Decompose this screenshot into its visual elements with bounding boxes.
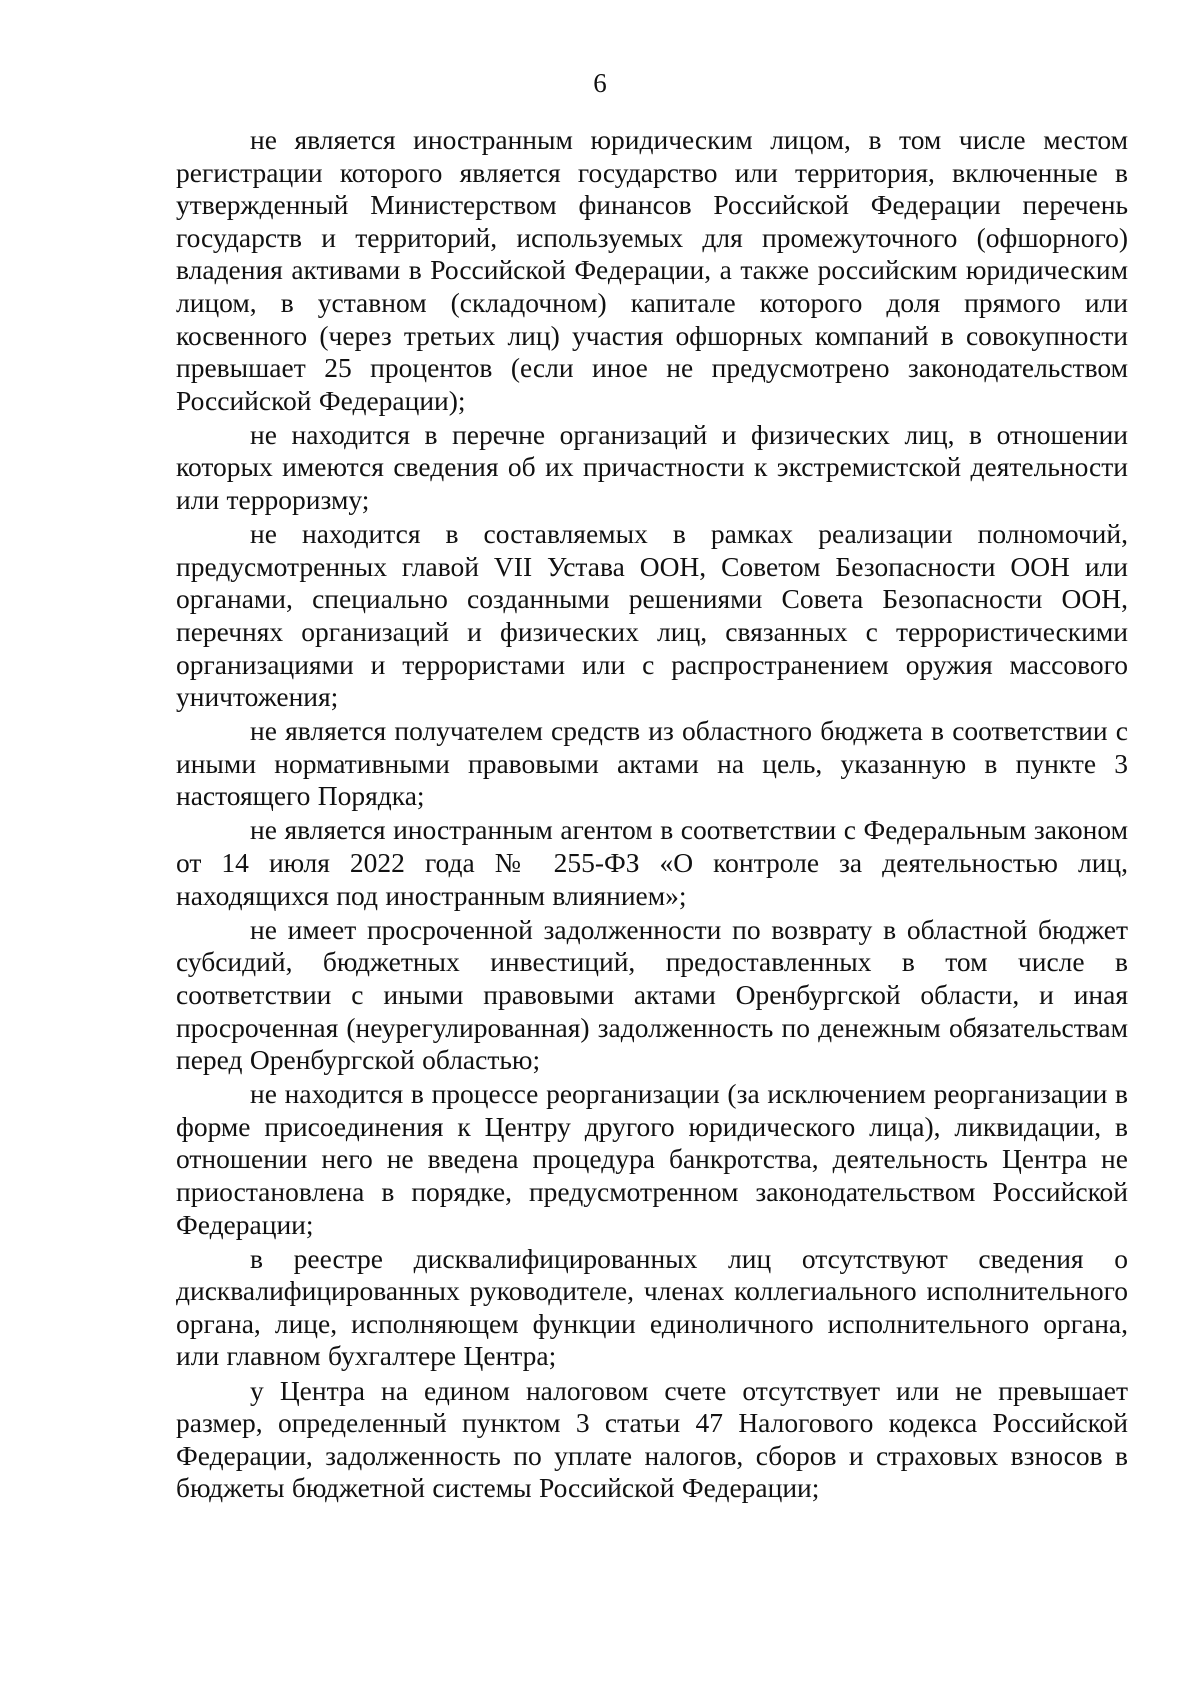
paragraph-foreign-agent: не является иностранным агентом в соответствии с Федеральным законом от 14 июля 2022 года № 255-ФЗ «О контроле за деятельностью лиц, находящихся под иностранным влиянием»; [176, 814, 1128, 911]
paragraph-reorganization: не находится в процессе реорганизации (за исключением реорганизации в форме присоединения к Центру другого юридического лица), ликвидации, в отношении него не введена процедура банкротства, деятельность Центра не приостановлена в порядке, предусмотренном законодательством Российской Федерации; [176, 1078, 1128, 1240]
paragraph-overdue-debt: не имеет просроченной задолженности по возврату в областной бюджет субсидий, бюджетных инвестиций, предоставленных в том числе в соответствии с иными правовыми актами Оренбургской области, и иная просроченная (неурегулированная) задолженность по денежным обязательствам перед Оренбургской областью; [176, 913, 1128, 1076]
paragraph-budget-recipient: не является получателем средств из областного бюджета в соответствии с иными нормативными правовыми актами на цель, указанную в пункте 3 настоящего Порядка; [176, 715, 1128, 812]
document-body [176, 124, 1128, 1506]
paragraph-tax-account: у Центра на едином налоговом счете отсутствует или не превышает размер, определенный пунктом 3 статьи 47 Налогового кодекса Российской Федерации, задолженность по уплате налогов, сборов и страховых взносов в бюджеты бюджетной системы Российской Федерации; [176, 1374, 1128, 1504]
paragraph-disqualified-persons: в реестре дисквалифицированных лиц отсутствуют сведения о дисквалифицированных руководителе, членах коллегиального исполнительного органа, лице, исполняющем функции единоличного исполнительного органа, или главном бухгалтере Центра; [176, 1242, 1128, 1372]
paragraph-un-security-council: не находится в составляемых в рамках реализации полномочий, предусмотренных главой VII Устава ООН, Советом Безопасности ООН или органами, специально созданными решениями Совета Безопасности ООН, перечнях организаций и физических лиц, связанных с террористическими организациями и террористами или с распространением оружия массового уничтожения; [176, 518, 1128, 713]
page-number: 6 [593, 68, 607, 98]
paragraph-extremism-list: не находится в перечне организаций и физических лиц, в отношении которых имеются сведения об их причастности к экстремистской деятельности или терроризму; [176, 418, 1128, 516]
paragraph-offshore: не является иностранным юридическим лицом, в том числе местом регистрации которого является государство или территория, включенные в утвержденный Министерством финансов Российской Федерации перечень государств и территорий, используемых для промежуточного (офшорного) владения активами в Российской Федерации, а также российским юридическим лицом, в уставном (складочном) капитале которого доля прямого или косвенного (через третьих лиц) участия офшорных компаний в совокупности превышает 25 процентов (если иное не предусмотрено законодательством Российской Федерации); [176, 124, 1128, 416]
